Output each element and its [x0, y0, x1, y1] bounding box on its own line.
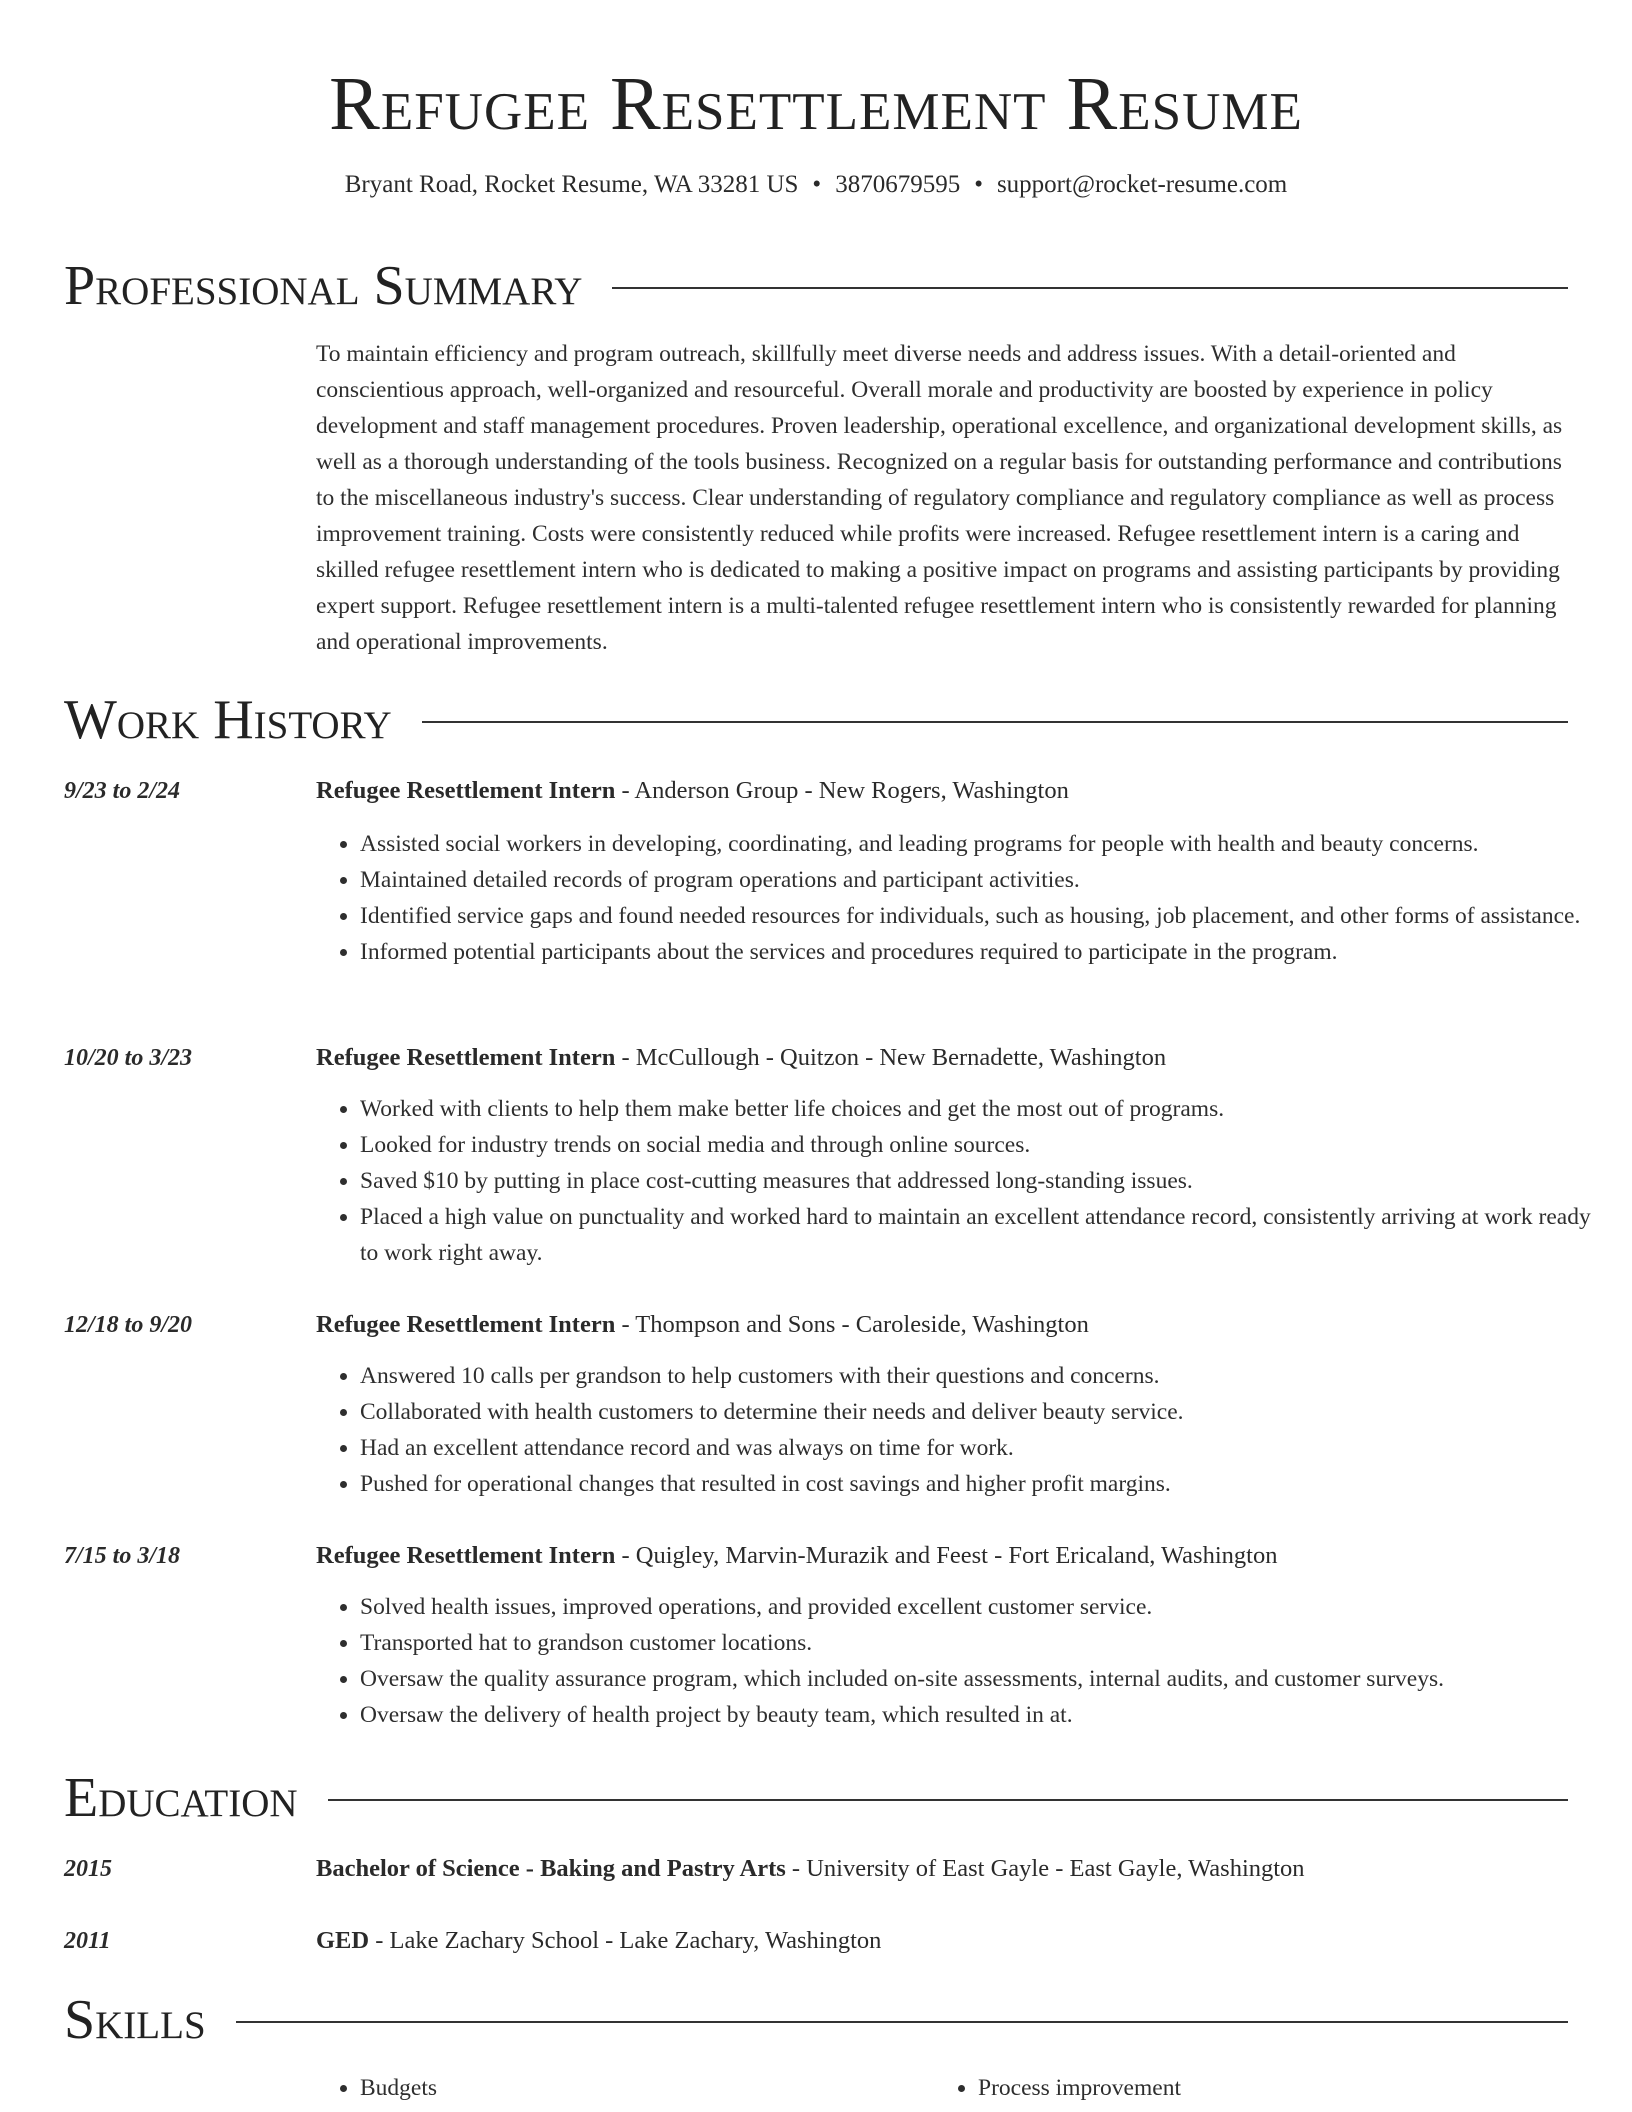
- skills-list: [316, 2070, 1568, 2106]
- list-item: • Placed a high value on punctuality and worked hard to maintain an excellent attendance record, consistently arriving at work ready to work right away.: [360, 1199, 1612, 1271]
- list-item: • Worked with clients to help them make better life choices and get the most out of programs.: [360, 1091, 1612, 1127]
- job-title-line: [316, 1308, 1568, 1342]
- summary-section-header: [64, 256, 1568, 316]
- list-item: • Oversaw the quality assurance program, which included on-site assessments, internal audits, and customer surveys.: [360, 1661, 1612, 1697]
- section-divider: [612, 287, 1568, 289]
- section-divider: [328, 1799, 1568, 1801]
- contact-line: [64, 168, 1568, 202]
- job-bullets: [316, 1589, 1612, 1733]
- work-section-header: [64, 690, 1568, 750]
- job-employer: - Anderson Group - New Rogers, Washington: [615, 777, 1069, 804]
- section-title: Education: [64, 1767, 298, 1829]
- degree: Bachelor of Science - Baking and Pastry Arts: [316, 1855, 786, 1882]
- list-item: • Identified service gaps and found needed resources for individuals, such as housing, job placement, and other forms of assistance.: [360, 898, 1612, 934]
- job-title-line: [316, 1041, 1568, 1075]
- list-item: • Saved $10 by putting in place cost-cutting measures that addressed long-standing issues.: [360, 1163, 1612, 1199]
- education-year: 2011: [64, 1928, 111, 1954]
- job-dates: 12/18 to 9/20: [64, 1312, 193, 1338]
- job-employer: - Thompson and Sons - Caroleside, Washington: [615, 1311, 1089, 1338]
- job-title: Refugee Resettlement Intern: [316, 1311, 616, 1338]
- education-year: 2015: [64, 1856, 112, 1882]
- job-title: Refugee Resettlement Intern: [316, 777, 616, 804]
- email: support@rocket-resume.com: [996, 171, 1288, 198]
- list-item: • Pushed for operational changes that resulted in cost savings and higher profit margins.: [360, 1466, 1612, 1502]
- school: - University of East Gayle - East Gayle, Washington: [785, 1855, 1305, 1882]
- resume-page: [64, 0, 1591, 2101]
- list-item: • Maintained detailed records of program operations and participant activities.: [360, 862, 1612, 898]
- school: - Lake Zachary School - Lake Zachary, Washington: [369, 1927, 882, 1954]
- job-bullets: [316, 826, 1612, 970]
- skill-item: • Budgets: [360, 2070, 934, 2106]
- section-title: Professional Summary: [64, 255, 583, 317]
- job-dates: 7/15 to 3/18: [64, 1543, 181, 1569]
- section-title: Skills: [64, 1989, 206, 2051]
- list-item: • Solved health issues, improved operations, and provided excellent customer service.: [360, 1589, 1612, 1625]
- job-title: Refugee Resettlement Intern: [316, 1044, 616, 1071]
- section-divider: [422, 721, 1568, 723]
- section-title: Work History: [64, 689, 392, 751]
- list-item: • Assisted social workers in developing, coordinating, and leading programs for people with health and beauty concerns.: [360, 826, 1612, 862]
- job-title-line: [316, 774, 1568, 808]
- degree: GED: [316, 1927, 370, 1954]
- phone: 3870679595: [835, 171, 961, 198]
- job-employer: - McCullough - Quitzon - New Bernadette, Washington: [615, 1044, 1167, 1071]
- list-item: • Transported hat to grandson customer locations.: [360, 1625, 1612, 1661]
- skills-column-right: [934, 2070, 1552, 2106]
- job-title-line: [316, 1539, 1568, 1573]
- skills-section-header: [64, 1990, 1568, 2050]
- address: Bryant Road, Rocket Resume, WA 33281 US: [344, 171, 799, 198]
- education-section-header: [64, 1768, 1568, 1828]
- section-divider: [236, 2021, 1568, 2023]
- job-dates: 9/23 to 2/24: [64, 778, 181, 804]
- job-employer: - Quigley, Marvin-Murazik and Feest - Fort Ericaland, Washington: [615, 1542, 1278, 1569]
- education-line: [316, 1852, 1568, 1886]
- summary-text: To maintain efficiency and program outreach, skillfully meet diverse needs and address issues. With a detail-oriented and conscientious approach, well-organized and resourceful. Overall morale and productivity are boosted by experience in policy development and staff management procedures. Proven leadership, operational excellence, and organizational development skills, as well as a thorough understanding of the tools business. Recognized on a regular basis for outstanding performance and contributions to the miscellaneous industry's success. Clear understanding of regulatory compliance and regulatory compliance as well as process improvement training. Costs were consistently reduced while profits were increased. Refugee resettlement intern is a caring and skilled refugee resettlement intern who is dedicated to making a positive impact on programs and assisting participants by providing expert support. Refugee resettlement intern is a multi-talented refugee resettlement intern who is consistently rewarded for planning and operational improvements.: [316, 341, 1563, 655]
- job-bullets: [316, 1358, 1612, 1502]
- list-item: • Looked for industry trends on social media and through online sources.: [360, 1127, 1612, 1163]
- list-item: • Collaborated with health customers to determine their needs and deliver beauty service.: [360, 1394, 1612, 1430]
- skill-item: • Process improvement: [978, 2070, 1552, 2106]
- education-line: [316, 1924, 1568, 1958]
- job-dates: 10/20 to 3/23: [64, 1045, 193, 1071]
- list-item: • Informed potential participants about the services and procedures required to participate in the program.: [360, 934, 1612, 970]
- separator: •: [974, 171, 983, 198]
- separator: •: [812, 171, 822, 198]
- job-bullets: [316, 1091, 1612, 1271]
- list-item: • Had an excellent attendance record and was always on time for work.: [360, 1430, 1612, 1466]
- resume-title: Refugee Resettlement Resume: [329, 62, 1303, 146]
- job-title: Refugee Resettlement Intern: [316, 1542, 616, 1569]
- skills-column-left: [316, 2070, 934, 2106]
- list-item: • Oversaw the delivery of health project by beauty team, which resulted in at.: [360, 1697, 1612, 1733]
- list-item: • Answered 10 calls per grandson to help customers with their questions and concerns.: [360, 1358, 1612, 1394]
